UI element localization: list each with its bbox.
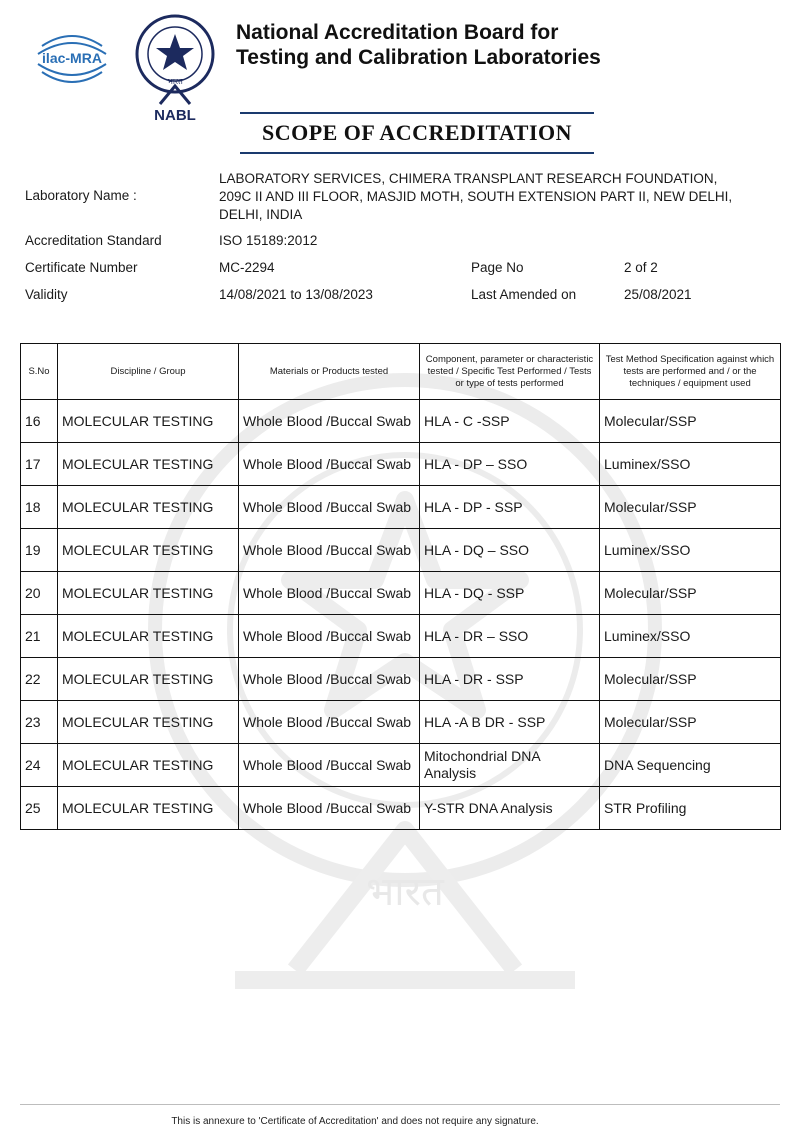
cell-materials: Whole Blood /Buccal Swab — [239, 701, 420, 744]
cell-discipline: MOLECULAR TESTING — [58, 658, 239, 701]
lab-name-label: Laboratory Name : — [25, 188, 137, 203]
footer-divider — [20, 1104, 780, 1105]
standard-label: Accreditation Standard — [25, 233, 162, 248]
table-row — [21, 486, 781, 529]
cell-materials: Whole Blood /Buccal Swab — [239, 744, 420, 787]
cell-materials: Whole Blood /Buccal Swab — [239, 529, 420, 572]
table-row — [21, 572, 781, 615]
cell-discipline: MOLECULAR TESTING — [58, 486, 239, 529]
table-header-row — [21, 344, 781, 400]
cell-materials: Whole Blood /Buccal Swab — [239, 572, 420, 615]
cell-component: HLA - DQ – SSO — [420, 529, 600, 572]
table-row — [21, 787, 781, 830]
scope-table — [20, 343, 781, 830]
cell-sno: 17 — [21, 443, 58, 486]
header-component: Component, parameter or characteristic tested / Specific Test Performed / Tests or type of tests performed — [420, 344, 600, 400]
cell-sno: 20 — [21, 572, 58, 615]
cell-component: HLA - DP – SSO — [420, 443, 600, 486]
cell-discipline: MOLECULAR TESTING — [58, 400, 239, 443]
cell-method: Molecular/SSP — [600, 701, 781, 744]
cell-materials: Whole Blood /Buccal Swab — [239, 486, 420, 529]
cell-component: HLA - DR - SSP — [420, 658, 600, 701]
cell-sno: 25 — [21, 787, 58, 830]
org-title-line-1: National Accreditation Board for — [236, 21, 559, 44]
lab-name-value: LABORATORY SERVICES, CHIMERA TRANSPLANT RESEARCH FOUNDATION, 209C II AND III FLOOR, MASJID MOTH, SOUTH EXTENSION PART II, NEW DELHI, DELHI, INDIA — [219, 171, 733, 222]
ilac-logo-text: ilac-MRA — [42, 50, 102, 66]
cell-method: Luminex/SSO — [600, 529, 781, 572]
table-row — [21, 701, 781, 744]
table-row — [21, 400, 781, 443]
cell-discipline: MOLECULAR TESTING — [58, 443, 239, 486]
header-materials: Materials or Products tested — [239, 344, 420, 400]
validity-value: 14/08/2021 to 13/08/2023 — [219, 287, 373, 302]
page-label: Page No — [471, 260, 524, 275]
cell-sno: 16 — [21, 400, 58, 443]
cell-component: Mitochondrial DNA Analysis — [420, 744, 600, 787]
ilac-mra-logo — [28, 24, 116, 94]
cell-method: Luminex/SSO — [600, 443, 781, 486]
org-title-line-2: Testing and Calibration Laboratories — [236, 46, 601, 69]
header-sno: S.No — [21, 344, 58, 400]
cell-method: Molecular/SSP — [600, 658, 781, 701]
cell-method: STR Profiling — [600, 787, 781, 830]
certificate-label: Certificate Number — [25, 260, 138, 275]
cell-component: HLA - DP - SSP — [420, 486, 600, 529]
cell-materials: Whole Blood /Buccal Swab — [239, 615, 420, 658]
cell-component: Y-STR DNA Analysis — [420, 787, 600, 830]
cell-sno: 21 — [21, 615, 58, 658]
header-discipline: Discipline / Group — [58, 344, 239, 400]
cell-materials: Whole Blood /Buccal Swab — [239, 443, 420, 486]
amended-value: 25/08/2021 — [624, 287, 692, 302]
scope-title: SCOPE OF ACCREDITATION — [240, 112, 594, 154]
cell-method: DNA Sequencing — [600, 744, 781, 787]
cell-sno: 19 — [21, 529, 58, 572]
cell-method: Molecular/SSP — [600, 400, 781, 443]
amended-label: Last Amended on — [471, 287, 577, 302]
cell-method: Molecular/SSP — [600, 486, 781, 529]
cell-discipline: MOLECULAR TESTING — [58, 787, 239, 830]
nabl-seal-text: भारत — [167, 77, 183, 86]
org-title — [236, 20, 601, 70]
nabl-logo — [132, 12, 218, 124]
header-method: Test Method Specification against which tests are performed and / or the techniques / equipment used — [600, 344, 781, 400]
cell-discipline: MOLECULAR TESTING — [58, 529, 239, 572]
cell-discipline: MOLECULAR TESTING — [58, 744, 239, 787]
nabl-logo-text: NABL — [154, 107, 196, 124]
cell-method: Molecular/SSP — [600, 572, 781, 615]
table-row — [21, 443, 781, 486]
table-row — [21, 529, 781, 572]
cell-component: HLA -A B DR - SSP — [420, 701, 600, 744]
cell-sno: 18 — [21, 486, 58, 529]
cell-component: HLA - DR – SSO — [420, 615, 600, 658]
cell-materials: Whole Blood /Buccal Swab — [239, 400, 420, 443]
cell-sno: 22 — [21, 658, 58, 701]
footer-note: This is annexure to 'Certificate of Accreditation' and does not require any signature. — [171, 1116, 539, 1127]
cell-materials: Whole Blood /Buccal Swab — [239, 787, 420, 830]
certificate-value: MC-2294 — [219, 260, 275, 275]
cell-discipline: MOLECULAR TESTING — [58, 615, 239, 658]
cell-sno: 24 — [21, 744, 58, 787]
cell-method: Luminex/SSO — [600, 615, 781, 658]
cell-component: HLA - C -SSP — [420, 400, 600, 443]
cell-sno: 23 — [21, 701, 58, 744]
table-row — [21, 658, 781, 701]
table-row — [21, 744, 781, 787]
watermark-text: भारत — [366, 869, 444, 915]
table-row — [21, 615, 781, 658]
cell-discipline: MOLECULAR TESTING — [58, 701, 239, 744]
cell-component: HLA - DQ - SSP — [420, 572, 600, 615]
standard-value: ISO 15189:2012 — [219, 233, 318, 248]
page-value: 2 of 2 — [624, 260, 658, 275]
cell-discipline: MOLECULAR TESTING — [58, 572, 239, 615]
validity-label: Validity — [25, 287, 68, 302]
cell-materials: Whole Blood /Buccal Swab — [239, 658, 420, 701]
